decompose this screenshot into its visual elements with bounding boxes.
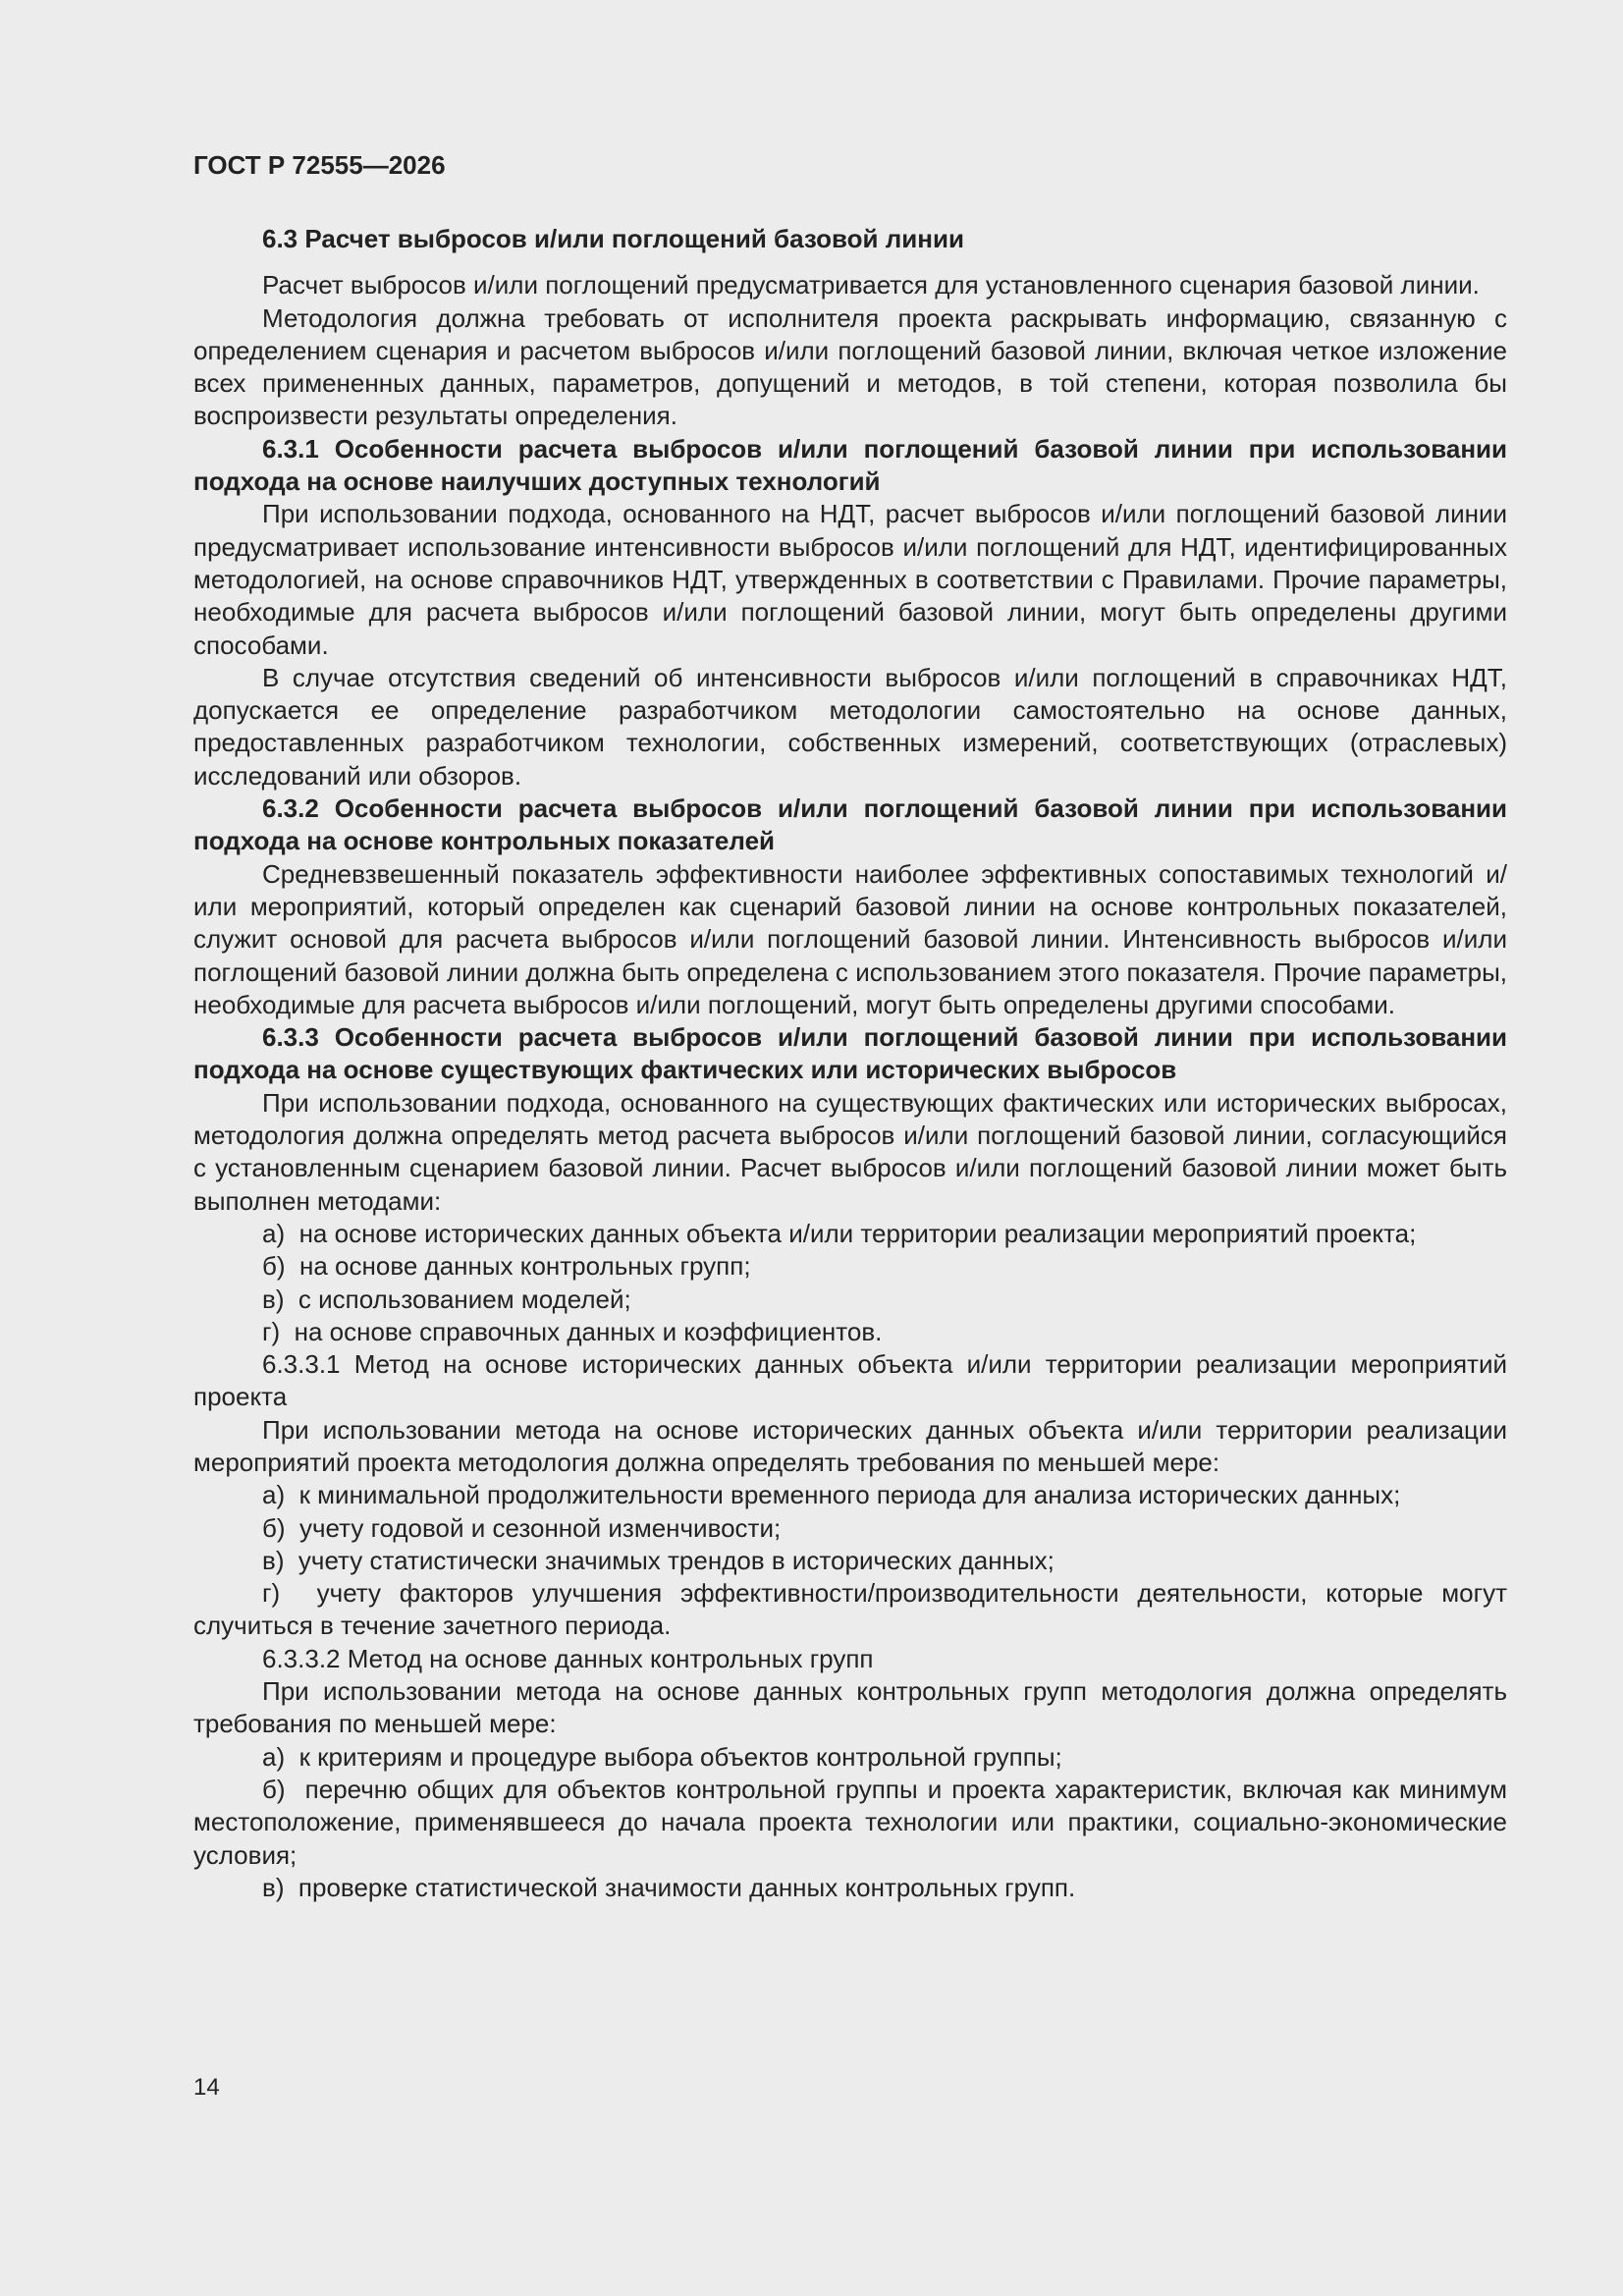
paragraph: Методология должна требовать от исполнителя проекта раскрывать информацию, связанную с определением сценария и расчетом выбросов и/или поглощений базовой линии, включая четкое изложение всех примененных данных, параметров, допущений и методов, в той степени, которая позволила бы воспроизвести результаты определения. [193,302,1507,431]
subsection-heading: 6.3.1 Особенности расчета выбросов и/или поглощений базовой линии при использовании подхода на основе наилучших доступных технологий [193,433,1507,497]
list-item: г) учету факторов улучшения эффективности/производительности деятельности, которые могут случиться в течение зачетного периода. [193,1578,1507,1641]
clause-heading: 6.3.3.2 Метод на основе данных контрольных групп [262,1643,874,1673]
paragraph: При использовании подхода, основанного на НДТ, расчет выбросов и/или поглощений базовой линии предусматривает использование интенсивности выбросов и/или поглощений для НДТ, идентифицированных методологией, на основе справочников НДТ, утвержденных в соответствии с Правилами. Прочие параметры, необходимые для расчета выбросов и/или поглощений базовой линии, могут быть определены другими способами. [193,499,1507,660]
list-item: б) учету годовой и сезонной изменчивости; [262,1512,782,1543]
list-item: г) на основе справочных данных и коэффициентов. [262,1316,883,1346]
list-item: а) к критериям и процедуре выбора объектов контрольной группы; [262,1741,1062,1772]
paragraph: Расчет выбросов и/или поглощений предусматривается для установленного сценария базовой линии. [262,270,1480,301]
clause-heading: 6.3.3.1 Метод на основе исторических данных объекта и/или территории реализации мероприятий проекта [193,1349,1507,1412]
subsection-heading: 6.3.3 Особенности расчета выбросов и/или поглощений базовой линии при использовании подхода на основе существующих фактических или исторических выбросов [193,1022,1507,1085]
paragraph: В случае отсутствия сведений об интенсивности выбросов и/или поглощений в справочниках НДТ, допускается ее определение разработчиком методологии самостоятельно на основе данных, предоставленных разработчиком технологии, собственных измерений, соответствующих (отраслевых) исследований или обзоров. [193,662,1507,791]
paragraph: Средневзвешенный показатель эффективности наиболее эффективных сопоставимых технологий и/или мероприятий, который определен как сценарий базовой линии на основе контрольных показателей, служит основой для расчета выбросов и/или поглощений базовой линии. Интенсивность выбросов и/или поглощений базовой линии должна быть определена с использованием этого показателя. Прочие параметры, необходимые для расчета выбросов и/или поглощений, могут быть определены другими способами. [193,858,1507,1019]
subsection-heading: 6.3.2 Особенности расчета выбросов и/или поглощений базовой линии при использовании подхода на основе контрольных показателей [193,793,1507,856]
paragraph: При использовании метода на основе исторических данных объекта и/или территории реализации мероприятий проекта методология должна определять требования по меньшей мере: [193,1414,1507,1477]
paragraph: При использовании метода на основе данных контрольных групп методология должна определять требования по меньшей мере: [193,1676,1507,1739]
list-item: в) с использованием моделей; [262,1284,631,1314]
list-item: б) перечню общих для объектов контрольной группы и проекта характеристик, включая как минимум местоположение, применявшееся до начала проекта технологии или практики, социально-экономические условия; [193,1774,1507,1870]
section-title: 6.3 Расчет выбросов и/или поглощений базовой линии [262,224,964,253]
list-item: б) на основе данных контрольных групп; [262,1251,751,1282]
paragraph: При использовании подхода, основанного на существующих фактических или исторических выбросах, методология должна определять метод расчета выбросов и/или поглощений базовой линии, согласующийся с установленным сценарием базовой линии. Расчет выбросов и/или поглощений базовой линии может быть выполнен методами: [193,1087,1507,1216]
list-item: а) к минимальной продолжительности временного периода для анализа исторических данных; [262,1480,1401,1510]
list-item: а) на основе исторических данных объекта и/или территории реализации мероприятий проекта; [262,1218,1417,1248]
document-body [193,223,1507,1904]
page-number: 14 [193,2074,220,2101]
list-item: в) проверке статистической значимости данных контрольных групп. [262,1872,1076,1902]
document-code-header: ГОСТ Р 72555—2026 [193,150,446,180]
list-item: в) учету статистически значимых трендов в исторических данных; [262,1545,1055,1575]
